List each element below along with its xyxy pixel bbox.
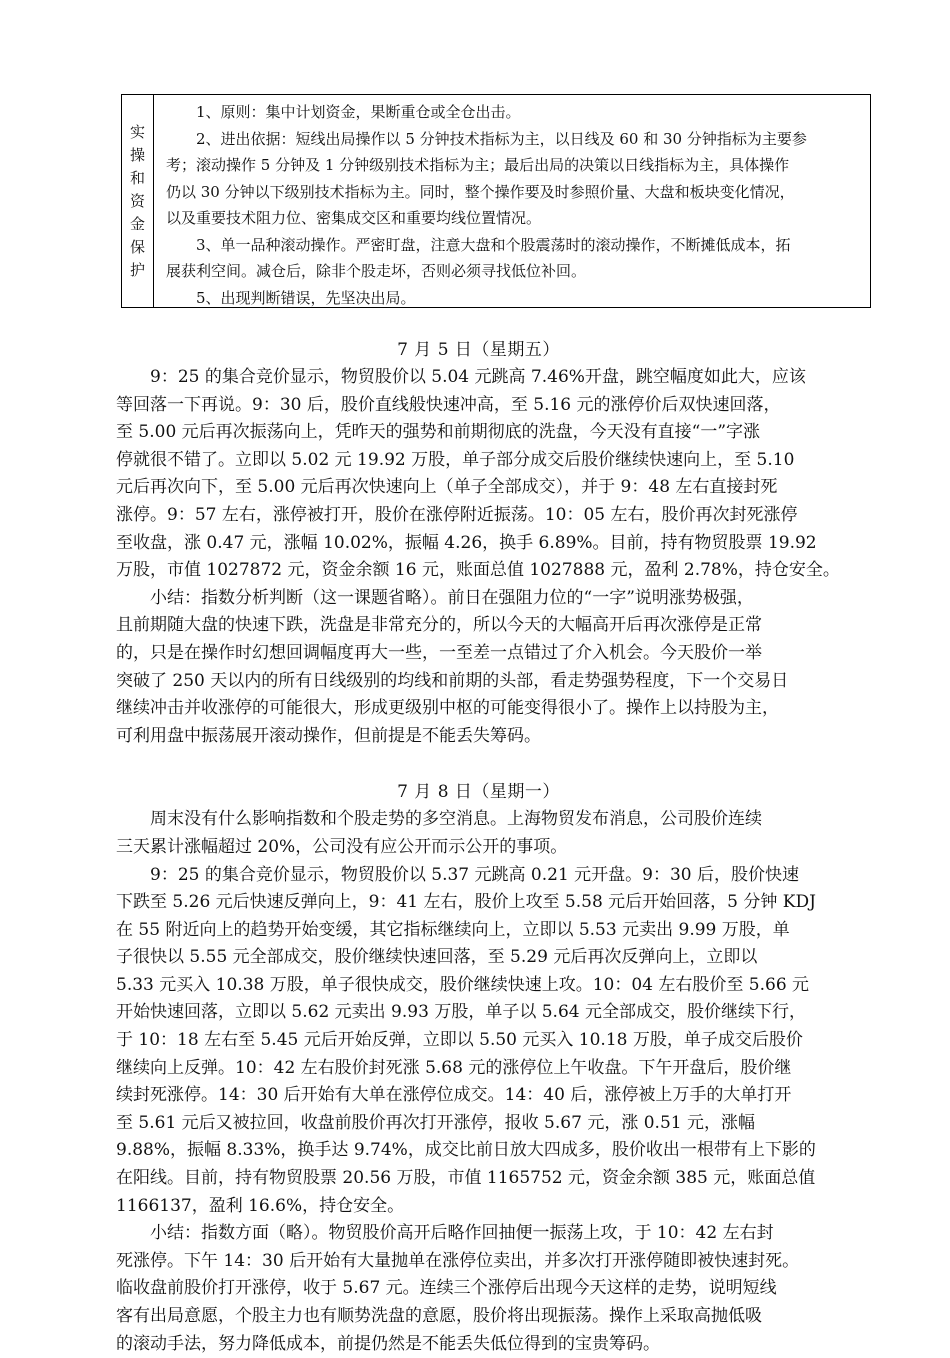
paragraph-line: 涨停。9：57 左右，涨停被打开，股价在涨停附近振荡。10：05 左右，股价再次封死涨停 [116, 504, 798, 525]
rule-line: 以及重要技术阻力位、密集成交区和重要均线位置情况。 [166, 209, 542, 227]
paragraph-line: 在阳线。目前，持有物贸股票 20.56 万股，市值 1165752 元，资金余额 385 元，账面总值 [116, 1168, 816, 1189]
paragraph-line: 周末没有什么影响指数和个股走势的多空消息。上海物贸发布消息，公司股价连续 [150, 809, 762, 830]
summary-line: 的，只是在操作时幻想回调幅度再大一些，一至差一点错过了介入机会。今天股价一举 [116, 642, 762, 663]
summary-line: 的滚动手法，努力降低成本，前提仍然是不能丢失低位得到的宝贵筹码。 [116, 1333, 660, 1354]
side-char: 金 [129, 214, 145, 233]
side-char: 和 [129, 168, 145, 187]
rule-line: 考；滚动操作 5 分钟及 1 分钟级别技术指标为主；最后出局的决策以日线指标为主，具体操作 [166, 156, 790, 174]
summary-line: 临收盘前股价打开涨停，收于 5.67 元。连续三个涨停后出现今天这样的走势，说明短线 [116, 1278, 777, 1299]
day1-heading: 7 月 5 日（星期五） [397, 340, 560, 360]
side-char: 实 [129, 122, 145, 141]
paragraph-line: 开始快速回落，立即以 5.62 元卖出 9.93 万股，单子以 5.64 元全部成交，股价继续下行， [116, 1002, 806, 1023]
paragraph-line: 5.33 元买入 10.38 万股，单子很快成交，股价继续快速上攻。10：04 左右股价至 5.66 元 [116, 974, 810, 995]
section-gap [116, 750, 841, 778]
rule-line: 展获利空间。减仓后，除非个股走坏，否则必须寻找低位补回。 [166, 262, 587, 280]
rule-principle: 1、原则：集中计划资金，果断重仓或全仓出击。 [196, 103, 521, 121]
rule-line: 仍以 30 分钟以下级别技术指标为主。同时，整个操作要及时参照价量、大盘和板块变化情况， [166, 182, 795, 201]
side-char: 资 [129, 191, 145, 210]
rule-entry-exit: 2、进出依据：短线出局操作以 5 分钟技术指标为主，以日线及 60 和 30 分钟指标为主要参 [196, 129, 807, 148]
side-char: 操 [129, 145, 145, 164]
paragraph-line: 下跌至 5.26 元后快速反弹向上，9：41 左右，股价上攻至 5.58 元后开始回落，5 分钟 KDJ [116, 892, 816, 913]
side-char: 护 [129, 260, 145, 279]
summary-line: 小结：指数方面（略）。物贸股价高开后略作回抽便一振荡上攻，于 10：42 左右封 [150, 1223, 774, 1244]
rule-stop-loss: 5、出现判断错误，先坚决出局。 [196, 288, 416, 307]
summary-line: 且前期随大盘的快速下跌，洗盘是非常充分的，所以今天的大幅高开后再次涨停是正常 [116, 615, 762, 636]
paragraph-line: 9：25 的集合竞价显示，物贸股价以 5.37 元跳高 0.21 元开盘。9：30 后，股价快速 [150, 864, 800, 885]
day2-heading: 7 月 8 日（星期一） [397, 782, 560, 803]
summary-line: 可利用盘中振荡展开滚动操作，但前提是不能丢失筹码。 [116, 725, 541, 746]
paragraph-line: 至 5.61 元后又被拉回，收盘前股价再次打开涨停，报收 5.67 元，涨 0.51 元，涨幅 [116, 1112, 755, 1133]
paragraph-line: 继续向上反弹。10：42 左右股价封死涨 5.68 元的涨停位上午收盘。下午开盘后，股价继 [116, 1057, 792, 1078]
paragraph-line: 续封死涨停。14：30 后开始有大单在涨停位成交。14：40 后，涨停被上万手的大单打开 [116, 1085, 792, 1106]
rule-rolling: 3、单一品种滚动操作。严密盯盘，注意大盘和个股震荡时的滚动操作，不断摊低成本，拓 [196, 235, 791, 254]
summary-line: 继续冲击并收涨停的可能很大，形成更级别中枢的可能变得很小了。操作上以持股为主， [116, 698, 779, 719]
paragraph-line: 于 10：18 左右至 5.45 元后开始反弹，立即以 5.50 元买入 10.18 万股，单子成交后股价 [116, 1030, 803, 1051]
paragraph-line: 至 5.00 元后再次振荡向上，凭昨天的强势和前期彻底的洗盘，今天没有直接“一”字涨 [116, 422, 761, 443]
paragraph-line: 9：25 的集合竞价显示，物贸股价以 5.04 元跳高 7.46%开盘，跳空幅度如此大，应该 [150, 367, 806, 387]
side-char: 保 [129, 237, 145, 256]
paragraph-line: 9.88%，振幅 8.33%，换手达 9.74%，成交比前日放大四成多，股价收出一根带有上下影的 [116, 1140, 816, 1161]
paragraph-line: 停就很不错了。立即以 5.02 元 19.92 万股，单子部分成交后股价继续快速向上，至 5.10 [116, 449, 795, 470]
table-side-label [122, 95, 154, 307]
summary-line: 死涨停。下午 14：30 后开始有大量抛单在涨停位卖出，并多次打开涨停随即被快速封死。 [116, 1250, 800, 1271]
paragraph-line: 子很快以 5.55 元全部成交，股价继续快速回落，至 5.29 元后再次反弹向上，立即以 [116, 947, 758, 968]
paragraph-line: 元后再次向下，至 5.00 元后再次快速向上（单子全部成交），并于 9：48 左右直接封死 [116, 477, 778, 498]
paragraph-line: 万股，市值 1027872 元，资金余额 16 元，账面总值 1027888 元，盈利 2.78%，持仓安全。 [116, 560, 840, 581]
summary-line: 客有出局意愿，个股主力也有顺势洗盘的意愿，股价将出现振荡。操作上采取高抛低吸 [116, 1306, 762, 1326]
paragraph-line: 至收盘，涨 0.47 元，涨幅 10.02%，振幅 4.26，换手 6.89%。目前，持有物贸股票 19.92 [116, 532, 817, 553]
paragraph-line: 三天累计涨幅超过 20%，公司没有应公开而示公开的事项。 [116, 836, 568, 857]
summary-line: 小结：指数分析判断（这一课题省略）。前日在强阻力位的“一字”说明涨势极强， [150, 587, 754, 608]
paragraph-line: 在 55 附近向上的趋势开始变缓，其它指标继续向上，立即以 5.53 元卖出 9.99 万股，单 [116, 919, 790, 940]
paragraph-line: 1166137，盈利 16.6%，持仓安全。 [116, 1195, 405, 1216]
journal-body [116, 336, 841, 1358]
summary-line: 突破了 250 天以内的所有日线级别的均线和前期的头部，看走势强势程度，下一个交易日 [116, 670, 789, 691]
operation-rules-table [121, 94, 871, 308]
table-content [154, 95, 870, 307]
paragraph-line: 等回落一下再说。9：30 后，股价直线般快速冲高，至 5.16 元的涨停价后双快速回落， [116, 394, 781, 415]
